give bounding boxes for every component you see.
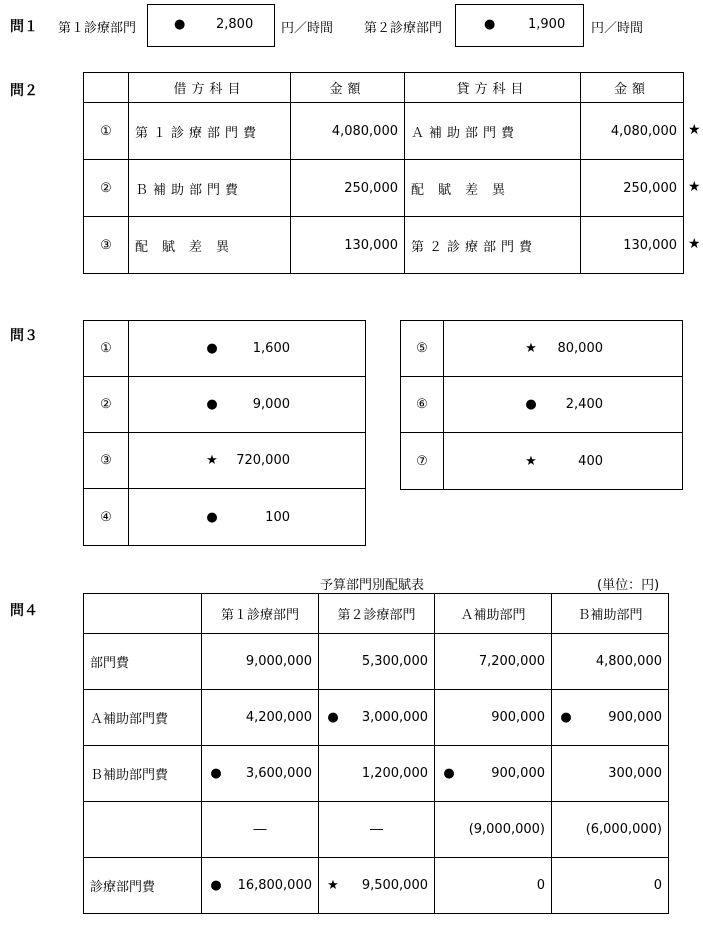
q3-item-number: ⑤: [401, 321, 444, 377]
q4-label: 問４: [10, 603, 38, 619]
q4-value: (6,000,000): [585, 822, 662, 837]
q2-debit-amount: 250,000: [291, 160, 405, 217]
q4-value: 3,000,000: [361, 710, 428, 725]
q1-label: 問１: [10, 19, 38, 35]
q1-dept2-label: 第２診療部門: [364, 21, 443, 36]
q4-header-a-aux: Ａ補助部門: [435, 594, 552, 634]
q3-value: 9,000: [252, 397, 290, 412]
q2-row-number: ②: [84, 160, 129, 217]
q2-header-credit: 貸方科目: [405, 73, 581, 103]
q4-cell: [552, 690, 669, 746]
q3-mark: ●: [206, 341, 218, 356]
q3-answer-cell: [444, 433, 683, 490]
table-row: [84, 321, 366, 377]
q3-mark: ●: [206, 397, 218, 412]
q4-value: 9,000,000: [245, 654, 312, 669]
q2-row-number: ③: [84, 217, 129, 274]
q4-cell: [319, 634, 435, 690]
q3-answer-cell: [129, 489, 366, 546]
q2-credit-account: Ａ補助部門費: [405, 103, 581, 160]
q1-dept1-answer-box: [147, 4, 275, 47]
q4-value: (9,000,000): [468, 822, 545, 837]
q4-header-dept1: 第１診療部門: [202, 594, 319, 634]
q4-value: 4,800,000: [595, 654, 662, 669]
q1-dept1-unit: 円／時間: [281, 21, 334, 36]
q4-cell: [202, 802, 319, 858]
q3-item-number: ③: [84, 433, 129, 489]
q3-value: 720,000: [236, 453, 290, 468]
q2-header-debit: 借方科目: [129, 73, 291, 103]
q4-mark: ★: [327, 878, 339, 893]
table-row: [84, 489, 366, 546]
q1-dept1-value: 2,800: [216, 17, 254, 32]
table-row: [401, 433, 683, 490]
q4-cell: [435, 690, 552, 746]
q2-credit-amount: 250,000: [581, 160, 684, 217]
q4-cell: [552, 746, 669, 802]
q4-row-label: [84, 802, 202, 858]
q2-credit-amount: 4,080,000: [581, 103, 684, 160]
q4-mark: ●: [210, 766, 222, 781]
table-row: [84, 858, 669, 914]
q4-header-row: [84, 594, 669, 634]
q3-mark: ★: [525, 341, 537, 356]
q4-cell: [202, 634, 319, 690]
q1-dept2-unit: 円／時間: [591, 21, 644, 36]
q4-row-label: 診療部門費: [84, 858, 202, 914]
q4-value: 4,200,000: [245, 710, 312, 725]
q4-cell: [552, 634, 669, 690]
q4-row-label: Ａ補助部門費: [84, 690, 202, 746]
q4-cell: [435, 634, 552, 690]
q4-cell: [552, 802, 669, 858]
q3-value: 1,600: [252, 341, 290, 356]
q3-item-number: ④: [84, 489, 129, 546]
table-row: [84, 746, 669, 802]
q4-value: 900,000: [608, 710, 662, 725]
table-row: [401, 377, 683, 433]
q3-answer-cell: [129, 321, 366, 377]
q4-mark: ●: [327, 710, 339, 725]
q3-value: 100: [265, 509, 290, 525]
q3-answer-cell: [129, 433, 366, 489]
q4-mark: ●: [210, 878, 222, 893]
q4-header-blank: [84, 594, 202, 634]
q3-value: 80,000: [557, 341, 603, 356]
q4-cell: [552, 858, 669, 914]
q2-row-number: ①: [84, 103, 129, 160]
q3-right-table: [400, 320, 683, 490]
q4-cell: [202, 858, 319, 914]
q3-item-number: ①: [84, 321, 129, 377]
q4-cell: [319, 858, 435, 914]
q4-header-b-aux: Ｂ補助部門: [552, 594, 669, 634]
q4-row-label: Ｂ補助部門費: [84, 746, 202, 802]
q2-star-mark: ★: [688, 122, 701, 138]
q2-header-row: [84, 73, 684, 103]
q4-cell: [435, 802, 552, 858]
q2-journal-table: [83, 72, 684, 274]
q3-mark: ●: [206, 509, 218, 525]
table-row: [84, 634, 669, 690]
q4-value: 1,200,000: [361, 766, 428, 781]
q2-credit-account: 第２診療部門費: [405, 217, 581, 274]
q3-value: 400: [578, 453, 603, 469]
q3-mark: ★: [206, 453, 218, 468]
q2-debit-amount: 130,000: [291, 217, 405, 274]
q4-value: ―: [370, 822, 383, 837]
q3-answer-cell: [444, 377, 683, 433]
q3-mark: ●: [525, 397, 537, 412]
q1-dept1-mark: ●: [174, 17, 186, 32]
q3-answer-cell: [129, 377, 366, 433]
q4-cell: [435, 858, 552, 914]
q3-item-number: ②: [84, 377, 129, 433]
q2-debit-account: 第１診療部門費: [129, 103, 291, 160]
q2-debit-account: 配賦差異: [129, 217, 291, 274]
q2-header-debit-amount: 金額: [291, 73, 405, 103]
table-row: [84, 103, 684, 160]
table-row: [401, 321, 683, 377]
q1-dept2-value: 1,900: [528, 17, 566, 32]
q4-value: 5,300,000: [361, 654, 428, 669]
q2-star-mark: ★: [688, 236, 701, 252]
table-row: [84, 160, 684, 217]
table-row: [84, 433, 366, 489]
table-row: [84, 690, 669, 746]
q3-answer-cell: [444, 321, 683, 377]
q2-debit-amount: 4,080,000: [291, 103, 405, 160]
q4-value: 16,800,000: [237, 878, 312, 893]
q3-value: 2,400: [565, 397, 603, 412]
q3-left-table: [83, 320, 366, 546]
q4-unit-label: (単位：円): [597, 578, 660, 593]
q4-value: 3,600,000: [245, 766, 312, 781]
q4-cell: [202, 690, 319, 746]
q4-value: 900,000: [491, 710, 545, 725]
q4-value: ―: [253, 822, 267, 837]
table-row: [84, 802, 669, 858]
q3-mark: ★: [525, 453, 537, 469]
q4-mark: ●: [443, 766, 455, 781]
q1-dept2-mark: ●: [484, 17, 496, 32]
q4-value: 9,500,000: [361, 878, 428, 893]
q4-header-dept2: 第２診療部門: [319, 594, 435, 634]
q4-allocation-table: [83, 593, 669, 914]
q4-row-label: 部門費: [84, 634, 202, 690]
q4-mark: ●: [560, 710, 572, 725]
table-row: [84, 217, 684, 274]
q2-header-credit-amount: 金額: [581, 73, 684, 103]
q2-star-mark: ★: [688, 179, 701, 195]
q4-cell: [319, 690, 435, 746]
q2-debit-account: Ｂ補助部門費: [129, 160, 291, 217]
q3-item-number: ⑥: [401, 377, 444, 433]
q4-value: 0: [653, 878, 662, 893]
q2-header-blank: [84, 73, 129, 103]
q4-value: 7,200,000: [478, 654, 545, 669]
table-row: [84, 377, 366, 433]
q4-cell: [319, 802, 435, 858]
q3-label: 問３: [10, 328, 38, 344]
q2-label: 問２: [10, 83, 38, 99]
q2-credit-amount: 130,000: [581, 217, 684, 274]
q4-value: 0: [536, 878, 545, 893]
q4-cell: [319, 746, 435, 802]
q2-credit-account: 配賦差異: [405, 160, 581, 217]
q4-cell: [202, 746, 319, 802]
q3-item-number: ⑦: [401, 433, 444, 490]
q4-value: 300,000: [608, 766, 662, 781]
q1-dept2-answer-box: [455, 4, 584, 47]
q1-dept1-label: 第１診療部門: [58, 21, 137, 36]
q4-cell: [435, 746, 552, 802]
q4-value: 900,000: [491, 766, 545, 781]
q4-table-title: 予算部門別配賦表: [320, 578, 425, 593]
